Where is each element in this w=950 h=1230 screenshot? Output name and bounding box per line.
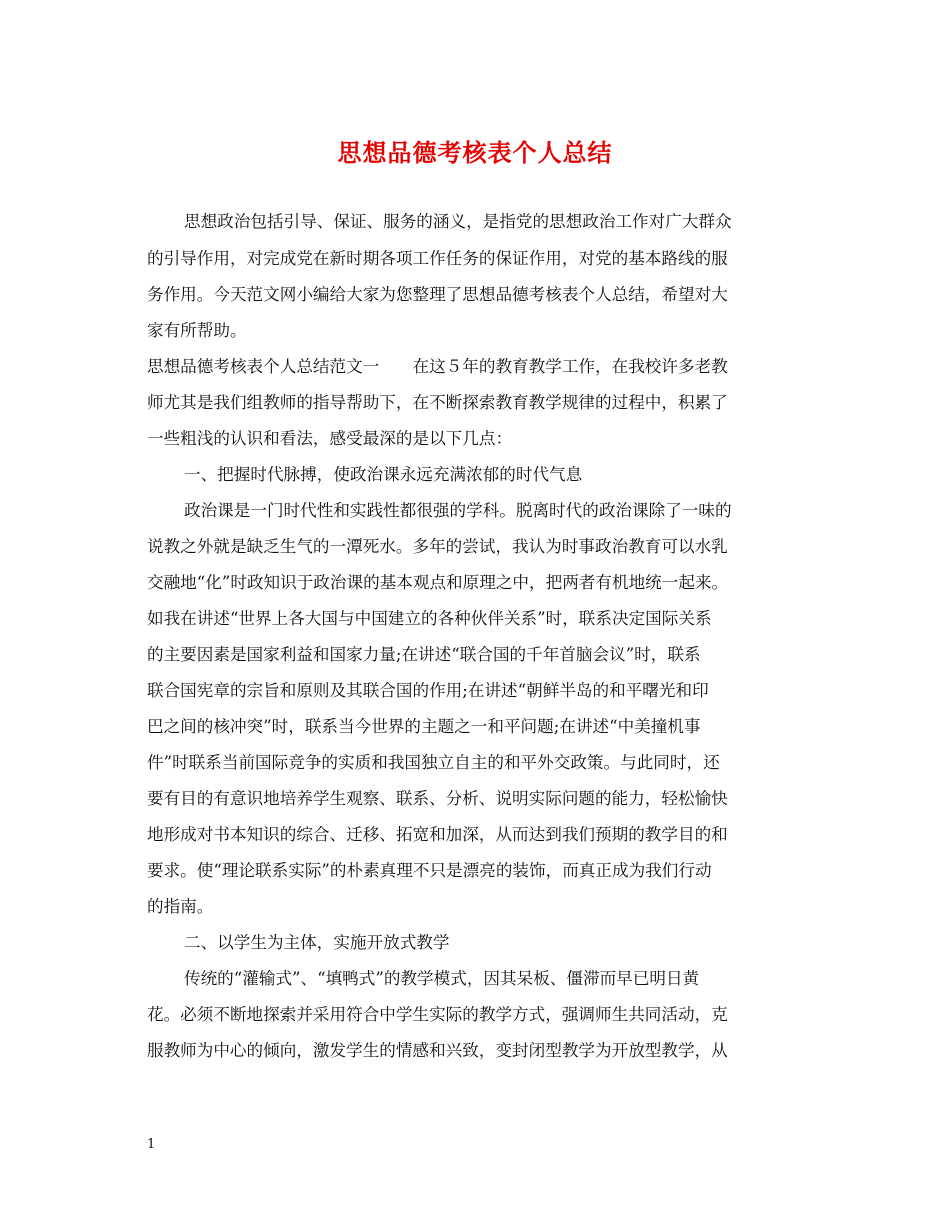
- text-line: 务作用。今天范文网小编给大家为您整理了思想品德考核表个人总结，希望对大: [147, 285, 728, 304]
- text-line: 的引导作用，对完成党在新时期各项工作任务的保证作用，对党的基本路线的服: [147, 249, 728, 268]
- text-line: 件”时联系当前国际竞争的实质和我国独立自主的和平外交政策。与此同时，还: [147, 753, 720, 772]
- text-line: 传统的“灌输式”、“填鸭式”的教学模式，因其呆板、僵滞而早已明日黄: [184, 969, 700, 988]
- text-line: 一些粗浅的认识和看法，感受最深的是以下几点：: [147, 429, 513, 448]
- section-heading: 二、以学生为主体，实施开放式教学: [184, 933, 450, 952]
- text-line: 花。必须不断地探索并采用符合中学生实际的教学方式，强调师生共同活动，克: [147, 1005, 728, 1024]
- text-line: 政治课是一门时代性和实践性都很强的学科。脱离时代的政治课除了一味的: [184, 501, 732, 520]
- text-line: 交融地“化”时政知识于政治课的基本观点和原理之中，把两者有机地统一起来。: [147, 573, 729, 592]
- text-line: 服教师为中心的倾向，激发学生的情感和兴致，变封闭型教学为开放型教学，从: [147, 1041, 728, 1060]
- section-heading: 一、把握时代脉搏，使政治课永远充满浓郁的时代气息: [184, 465, 583, 484]
- text-line: 家有所帮助。: [147, 321, 247, 340]
- text-line: 的主要因素是国家利益和国家力量;在讲述“联合国的千年首脑会议”时，联系: [147, 645, 701, 664]
- text-line: 思想品德考核表个人总结范文一 在这５年的教育教学工作，在我校许多老教: [147, 357, 728, 376]
- text-line: 要有目的有意识地培养学生观察、联系、分析、说明实际问题的能力，轻松愉快: [147, 789, 728, 808]
- text-line: 要求。使“理论联系实际”的朴素真理不只是漂亮的装饰，而真正成为我们行动: [147, 861, 712, 880]
- text-line: 如我在讲述“世界上各大国与中国建立的各种伙伴关系”时，联系决定国际关系: [147, 609, 712, 628]
- text-line: 师尤其是我们组教师的指导帮助下，在不断探索教育教学规律的过程中，积累了: [147, 393, 728, 412]
- text-line: 联合国宪章的宗旨和原则及其联合国的作用;在讲述“朝鲜半岛的和平曙光和印: [147, 681, 709, 700]
- text-line: 地形成对书本知识的综合、迁移、拓宽和加深，从而达到我们预期的教学目的和: [147, 825, 728, 844]
- text-line: 的指南。: [147, 897, 214, 916]
- text-line: 巴之间的核冲突”时，联系当今世界的主题之一和平问题;在讲述“中美撞机事: [147, 717, 701, 736]
- document-title: 思想品德考核表个人总结: [337, 138, 613, 167]
- text-line: 思想政治包括引导、保证、服务的涵义，是指党的思想政治工作对广大群众: [184, 212, 732, 231]
- text-line: 说教之外就是缺乏生气的一潭死水。多年的尝试，我认为时事政治教育可以水乳: [147, 537, 728, 556]
- page-number: 1: [147, 1137, 156, 1152]
